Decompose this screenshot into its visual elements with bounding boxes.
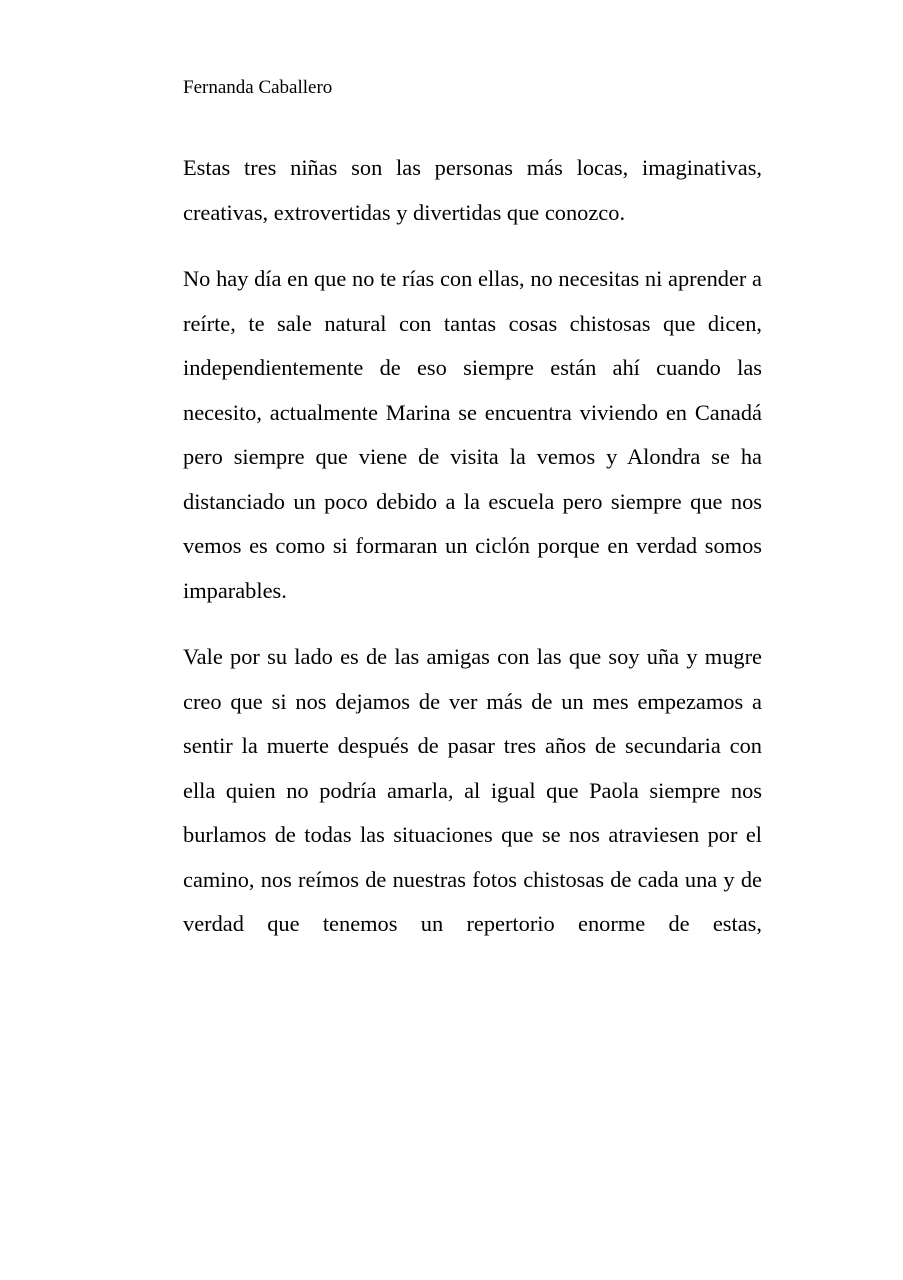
document-body [183,146,762,969]
paragraph-2: No hay día en que no te rías con ellas, no necesitas ni aprender a reírte, te sale natural con tantas cosas chistosas que dicen, independientemente de eso siempre están ahí cuando las necesito, actualmente Marina se encuentra viviendo en Canadá pero siempre que viene de visita la vemos y Alondra se ha distanciado un poco debido a la escuela pero siempre que nos vemos es como si formaran un ciclón porque en verdad somos imparables. [183,266,762,603]
page-header-author: Fernanda Caballero [183,77,333,98]
paragraph-1: Estas tres niñas son las personas más locas, imaginativas, creativas, extrovertidas y divertidas que conozco. [183,155,762,225]
paragraph-3: Vale por su lado es de las amigas con las que soy uña y mugre creo que si nos dejamos de ver más de un mes empezamos a sentir la muerte después de pasar tres años de secundaria con ella quien no podría amarla, al igual que Paola siempre nos burlamos de todas las situaciones que se nos atraviesen por el camino, nos reímos de nuestras fotos chistosas de cada una y de verdad que tenemos un repertorio enorme de estas, [183,644,762,936]
